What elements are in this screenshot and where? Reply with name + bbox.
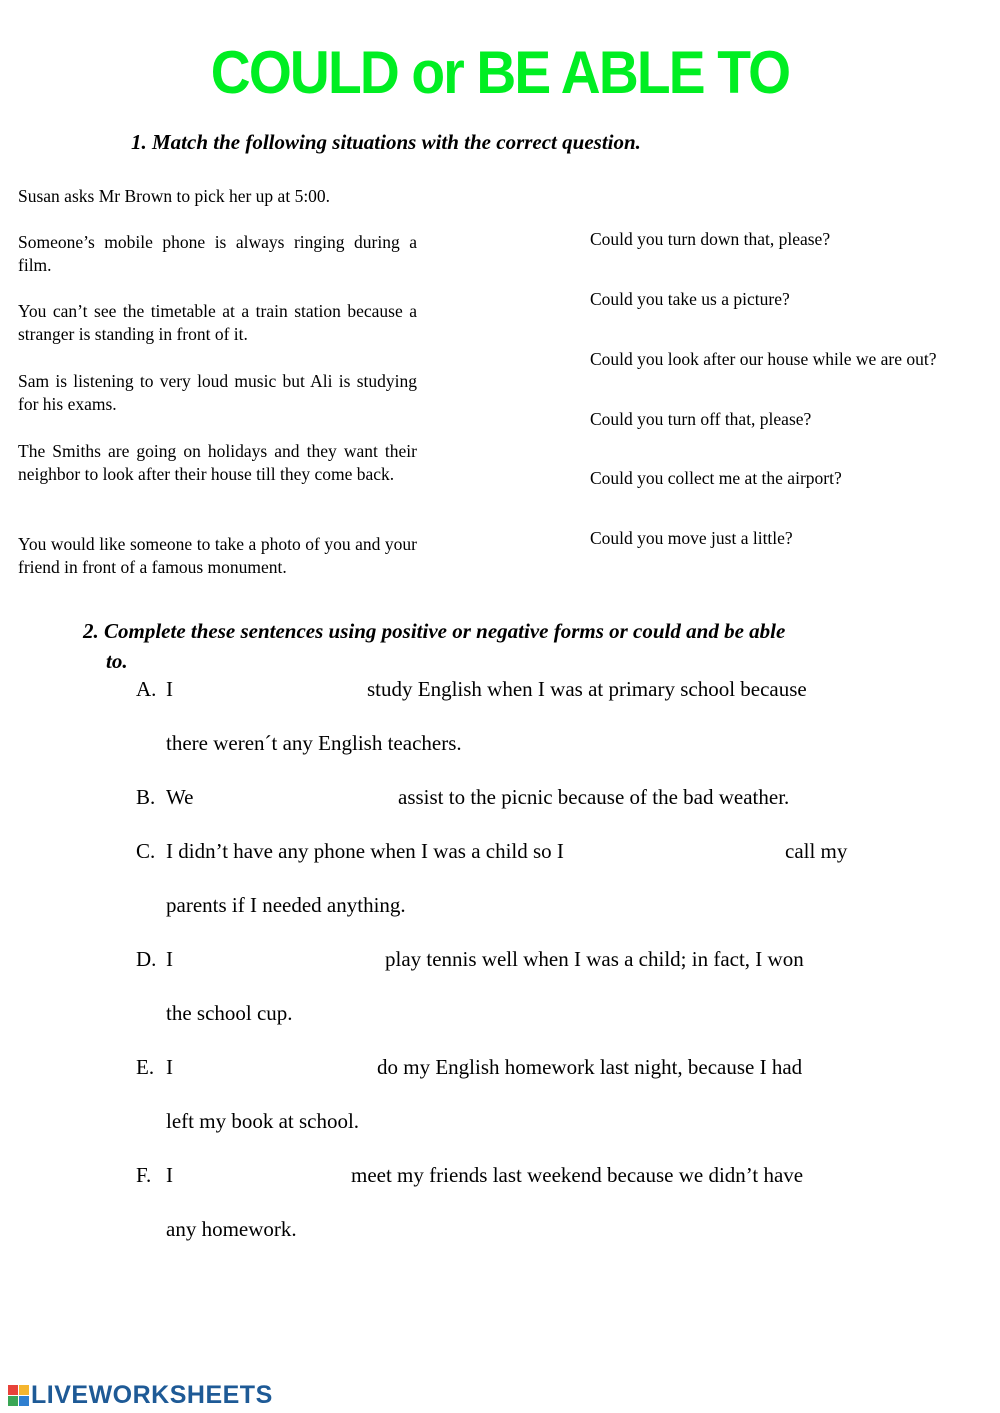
item-letter: B. [136, 785, 156, 809]
worksheet-title: COULD or BE ABLE TO [210, 39, 790, 106]
item-letter: F. [136, 1163, 152, 1187]
item-letter: E. [136, 1055, 155, 1079]
section-1-heading: 1. Match the following situations with the correct question. [131, 130, 641, 154]
answer-blank-f[interactable] [187, 1163, 345, 1189]
item-text-after-blank: study English when I was at primary school because [367, 677, 807, 701]
exercise-item-c [0, 839, 1000, 867]
item-continuation-f: any homework. [166, 1217, 297, 1241]
question-6[interactable]: Could you move just a little? [590, 528, 793, 548]
answer-blank-b[interactable] [205, 785, 393, 811]
item-text-after-blank: do my English homework last night, because I had [377, 1055, 803, 1079]
answer-blank-e[interactable] [187, 1055, 371, 1081]
exercise-item-e [0, 1055, 1000, 1083]
exercise-item-d [0, 947, 1000, 975]
item-text-after-blank: meet my friends last weekend because we didn’t have [351, 1163, 804, 1187]
situation-6: You would like someone to take a photo of you and your friend in front of a famous monument. [18, 534, 417, 577]
item-text-before-blank: I didn’t have any phone when I was a child so I [166, 839, 564, 863]
situation-4: Sam is listening to very loud music but Ali is studying for his exams. [18, 371, 417, 414]
situation-2: Someone’s mobile phone is always ringing during a film. [18, 232, 417, 275]
item-letter: C. [136, 839, 156, 863]
situation-5: The Smiths are going on holidays and they want their neighbor to look after their house till they come back. [18, 441, 417, 484]
situation-3: You can’t see the timetable at a train station because a stranger is standing in front of it. [18, 301, 417, 344]
answer-blank-c[interactable] [620, 839, 778, 865]
question-2[interactable]: Could you take us a picture? [590, 289, 790, 309]
section-2-heading: 2. Complete these sentences using positive or negative forms or could and be able [83, 619, 786, 643]
item-continuation-e: left my book at school. [166, 1109, 360, 1133]
question-1[interactable]: Could you turn down that, please? [590, 229, 831, 249]
answer-blank-a[interactable] [187, 677, 362, 703]
situation-1: Susan asks Mr Brown to pick her up at 5:00. [18, 186, 331, 206]
answer-blank-d[interactable] [187, 947, 379, 973]
question-5[interactable]: Could you collect me at the airport? [590, 468, 842, 488]
liveworksheets-footer [8, 1381, 273, 1410]
item-letter: D. [136, 947, 157, 971]
item-continuation-c: parents if I needed anything. [166, 893, 406, 917]
liveworksheets-logo-icon [8, 1385, 29, 1406]
item-text-after-blank: play tennis well when I was a child; in fact, I won [385, 947, 804, 971]
exercise-item-f [0, 1163, 1000, 1191]
item-text-before-blank: I [166, 1055, 173, 1079]
item-text-after-blank: assist to the picnic because of the bad weather. [398, 785, 790, 809]
item-continuation-a: there weren´t any English teachers. [166, 731, 462, 755]
question-3[interactable]: Could you look after our house while we are out? [590, 349, 937, 369]
item-continuation-d: the school cup. [166, 1001, 293, 1025]
item-text-after-blank: call my [785, 839, 848, 863]
item-text-before-blank: I [166, 677, 173, 701]
item-text-before-blank: I [166, 1163, 173, 1187]
item-text-before-blank: We [166, 785, 194, 809]
footer-brand-text: LIVEWORKSHEETS [31, 1381, 273, 1409]
exercise-item-a [0, 677, 1000, 705]
item-text-before-blank: I [166, 947, 173, 971]
question-4[interactable]: Could you turn off that, please? [590, 409, 812, 429]
section-2-heading-continued: to. [106, 649, 128, 673]
exercise-item-b [0, 785, 1000, 813]
item-letter: A. [136, 677, 157, 701]
